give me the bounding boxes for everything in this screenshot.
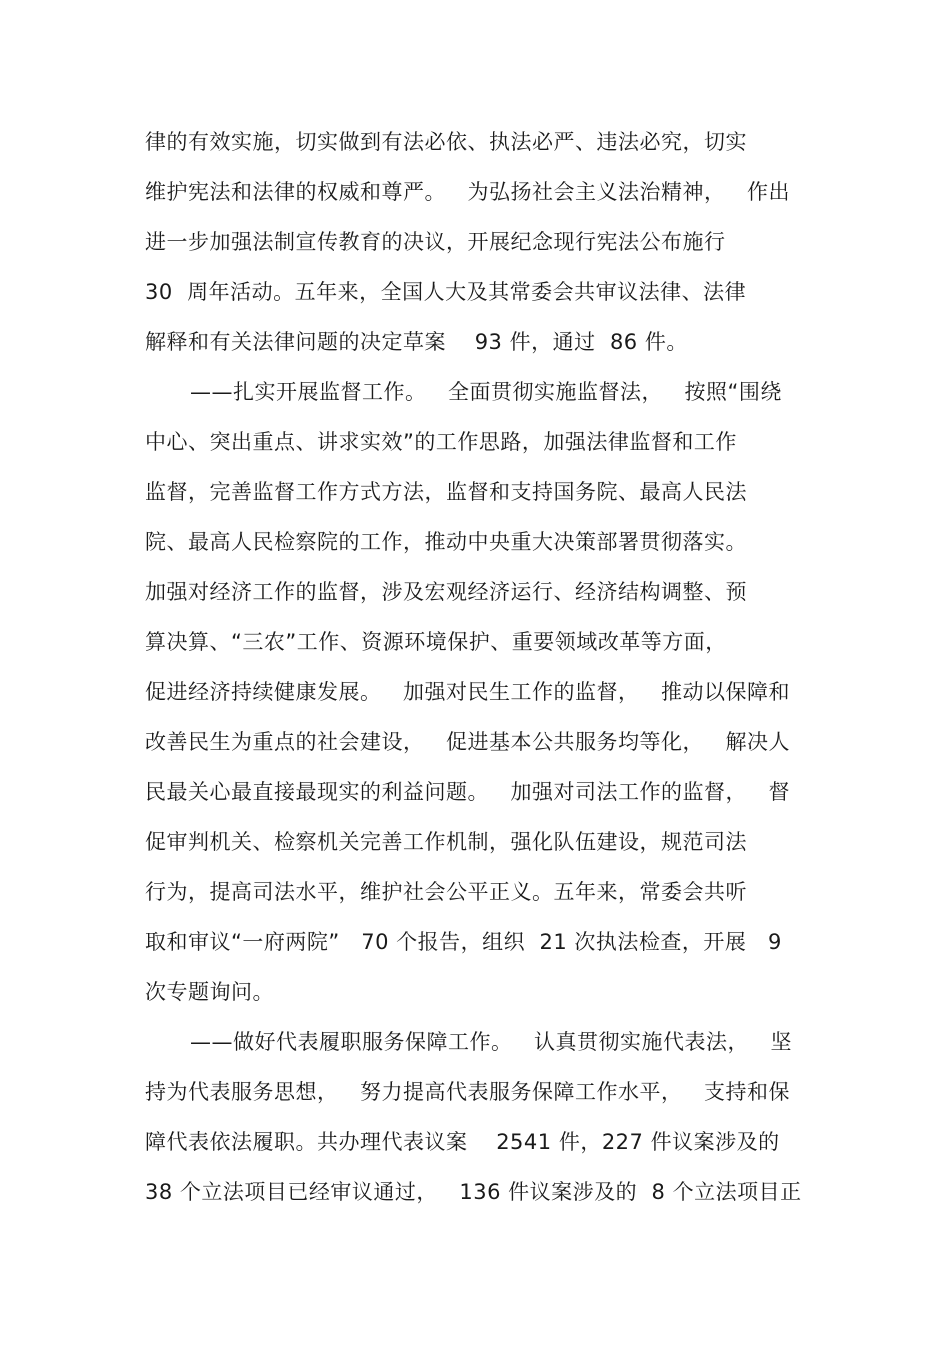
text-line: 持为代表服务思想， 努力提高代表服务保障工作水平， 支持和保: [145, 1080, 791, 1104]
text-line: 中心、突出重点、讲求实效”的工作思路，加强法律监督和工作: [145, 430, 737, 454]
text-line: 维护宪法和法律的权威和尊严。 为弘扬社会主义法治精神， 作出: [145, 180, 791, 204]
text-line: 30 周年活动。五年来，全国人大及其常委会共审议法律、法律: [145, 280, 747, 304]
text-line: 解释和有关法律问题的决定草案 93 件，通过 86 件。: [145, 330, 688, 354]
section-heading-line: ——扎实开展监督工作。 全面贯彻实施监督法， 按照“围绕: [190, 380, 782, 404]
text-line: 院、最高人民检察院的工作，推动中央重大决策部署贯彻落实。: [145, 530, 747, 554]
text-line: 加强对经济工作的监督，涉及宏观经济运行、经济结构调整、预: [145, 580, 747, 604]
text-line: 进一步加强法制宣传教育的决议，开展纪念现行宪法公布施行: [145, 230, 726, 254]
text-line: 障代表依法履职。共办理代表议案 2541 件，227 件议案涉及的: [145, 1130, 780, 1154]
section-heading-line: ——做好代表履职服务保障工作。 认真贯彻实施代表法， 坚: [190, 1030, 793, 1054]
text-line: 38 个立法项目已经审议通过， 136 件议案涉及的 8 个立法项目正: [145, 1180, 802, 1204]
text-line: 监督，完善监督工作方式方法，监督和支持国务院、最高人民法: [145, 480, 747, 504]
text-line: 促进经济持续健康发展。 加强对民生工作的监督， 推动以保障和: [145, 680, 791, 704]
text-line: 算决算、“三农”工作、资源环境保护、重要领域改革等方面，: [145, 630, 727, 654]
text-line: 次专题询问。: [145, 980, 274, 1004]
text-line: 改善民生为重点的社会建设， 促进基本公共服务均等化， 解决人: [145, 730, 791, 754]
text-line: 促审判机关、检察机关完善工作机制，强化队伍建设，规范司法: [145, 830, 747, 854]
text-line: 行为，提高司法水平，维护社会公平正义。五年来，常委会共听: [145, 880, 747, 904]
text-line: 律的有效实施，切实做到有法必依、执法必严、违法必究，切实: [145, 130, 747, 154]
text-line: 民最关心最直接最现实的利益问题。 加强对司法工作的监督， 督: [145, 780, 791, 804]
text-line: 取和审议“一府两院” 70 个报告，组织 21 次执法检查，开展 9: [145, 930, 782, 954]
